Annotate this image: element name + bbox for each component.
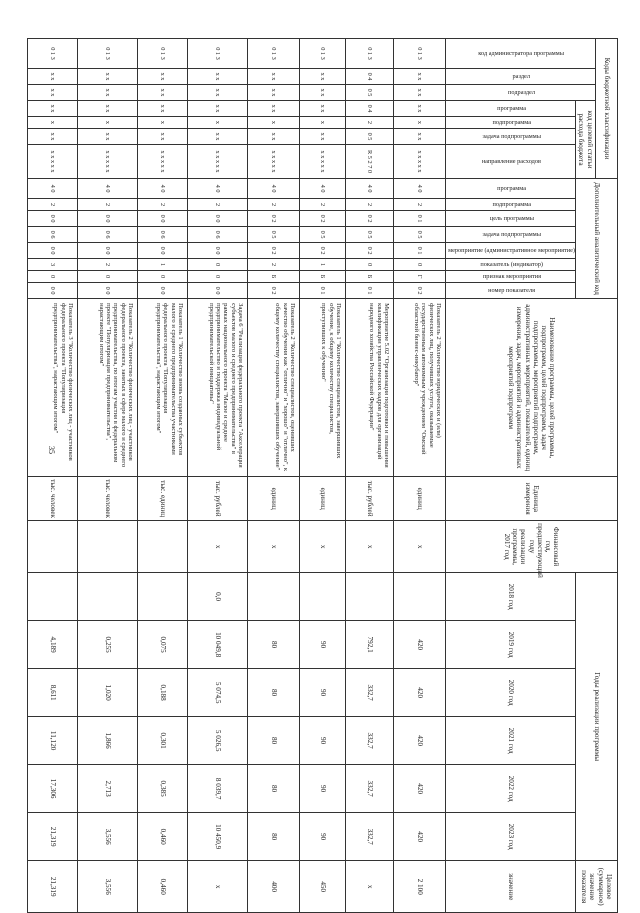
year-value-cell: 792,1 <box>346 621 394 669</box>
dak-code-cell: Б <box>300 271 346 283</box>
year-value-cell: 10 049,8 <box>188 621 248 669</box>
dak-code-cell: 0 0 <box>28 243 78 259</box>
unit-cell: тыс. единиц <box>138 477 188 521</box>
dak-code-cell: 2 <box>78 199 138 211</box>
kbk-code-cell: x x x x x <box>138 145 188 179</box>
dak-code-cell: 0 1 <box>394 211 446 227</box>
dak-code-cell: 2 <box>346 199 394 211</box>
year-value-cell: 90 <box>300 765 346 813</box>
dak-code-cell: 0 0 <box>188 211 248 227</box>
dak-code-cell: Г <box>394 271 446 283</box>
kbk-code-cell: 0 4 <box>346 101 394 117</box>
kbk-code-cell: x x <box>28 129 78 145</box>
years-header: Годы реализации программы <box>576 573 618 861</box>
dak-code-cell: 0 <box>394 259 446 271</box>
dak-code-cell: 0 5 <box>248 227 300 243</box>
year-value-cell: 332,7 <box>346 765 394 813</box>
dak-code-cell: 0 1 <box>346 283 394 299</box>
dak-code-cell: 0 2 <box>248 211 300 227</box>
kbk-code-cell: x x x x x <box>188 145 248 179</box>
table-row <box>28 39 78 913</box>
dak-col-header: показатель (индикатор) <box>446 259 576 271</box>
kbk-code-cell: x x <box>248 129 300 145</box>
year-value-cell: 0,255 <box>78 621 138 669</box>
dak-code-cell: Б <box>346 271 394 283</box>
kbk-col-header: подраздел <box>446 85 596 101</box>
fin-year-cell: x <box>346 521 394 573</box>
program-table <box>27 38 618 913</box>
dak-col-header: подпрограмма <box>446 199 576 211</box>
dak-code-cell: 0 6 <box>78 227 138 243</box>
year-header: 2019 год <box>446 621 576 669</box>
dak-code-cell: 2 <box>138 199 188 211</box>
kbk-code-cell: x x <box>394 101 446 117</box>
year-value-cell: 0,301 <box>138 717 188 765</box>
year-value-cell <box>346 573 394 621</box>
kbk-col-header: раздел <box>446 69 596 85</box>
year-value-cell <box>78 573 138 621</box>
kbk-code-cell: x x <box>138 85 188 101</box>
dak-code-cell: 4 0 <box>300 179 346 199</box>
dak-col-header: номер показателя <box>446 283 576 299</box>
unit-column-header: Единица измерения <box>446 477 618 521</box>
year-value-cell: 332,7 <box>346 813 394 861</box>
year-value-cell: 80 <box>248 621 300 669</box>
kbk-col-header: подпрограмма <box>446 117 576 129</box>
dak-code-cell: 0 <box>78 271 138 283</box>
row-name: Задача 6 "Реализация федерального проекта "Акселерация субъектов малого и среднего предпринимательства" в рамках национального проекта "Малое и среднее предпринимательство и поддержка индивидуальной предпринимательской инициативы" <box>188 299 248 477</box>
year-header: 2021 год <box>446 717 576 765</box>
unit-cell: тыс. рублей <box>346 477 394 521</box>
unit-cell: единиц <box>248 477 300 521</box>
dak-code-cell: 1 <box>138 259 188 271</box>
dak-col-header: цель программы <box>446 211 576 227</box>
row-name: Показатель 2 "Количество специалистов, оценивших качество обучения как "отлично" и "хорошо" и "отлично", к общему количеству специалистов, завершивших обучение" <box>248 299 300 477</box>
year-value-cell: 420 <box>394 621 446 669</box>
dak-code-cell: 0 0 <box>138 283 188 299</box>
kbk-code-cell: x x <box>188 85 248 101</box>
kbk-code-cell: x x <box>394 69 446 85</box>
dak-code-cell: 4 0 <box>78 179 138 199</box>
kbk-code-cell: 0 4 <box>346 69 394 85</box>
year-header: 2018 год <box>446 573 576 621</box>
kbk-code-cell: x x x x x <box>300 145 346 179</box>
year-value-cell: 1,020 <box>78 669 138 717</box>
dak-code-cell: 2 <box>248 259 300 271</box>
kbk-code-cell: x x <box>300 69 346 85</box>
table-row <box>248 39 300 913</box>
kbk-code-cell: x x <box>300 129 346 145</box>
year-value-cell: 90 <box>300 669 346 717</box>
kbk-code-cell: R 5 2 7 0 <box>346 145 394 179</box>
year-value-cell <box>138 573 188 621</box>
dak-code-cell: 0 5 <box>346 227 394 243</box>
kbk-code-cell: x x x x x <box>394 145 446 179</box>
year-value-cell: 17,306 <box>28 765 78 813</box>
total-value-cell: 450 <box>300 861 346 913</box>
kbk-col-header: код администратора программы <box>446 39 596 69</box>
year-header: 2022 год <box>446 765 576 813</box>
dak-code-cell: 2 <box>188 199 248 211</box>
kbk-code-cell: x x <box>248 69 300 85</box>
kbk-code-cell: 0 1 3 <box>188 39 248 69</box>
dak-code-cell: 0 2 <box>346 211 394 227</box>
dak-code-cell: 4 0 <box>394 179 446 199</box>
dak-code-cell: 4 0 <box>28 179 78 199</box>
kbk-code-cell: 0 1 3 <box>394 39 446 69</box>
dak-code-cell: 0 6 <box>28 227 78 243</box>
table-row <box>188 39 248 913</box>
kbk-code-cell: x <box>28 117 78 129</box>
year-value-cell: 90 <box>300 621 346 669</box>
dak-code-cell: 0 6 <box>188 227 248 243</box>
unit-cell: тыс. человек <box>28 477 78 521</box>
kbk-code-cell: x x <box>300 85 346 101</box>
year-header: 2020 год <box>446 669 576 717</box>
table-wrapper <box>48 38 618 906</box>
year-header: 2023 год <box>446 813 576 861</box>
year-value-cell: 3,556 <box>78 813 138 861</box>
year-value-cell: 332,7 <box>346 717 394 765</box>
kbk-code-cell: x x <box>394 85 446 101</box>
dak-code-cell: 0 2 <box>300 243 346 259</box>
year-value-cell: 420 <box>394 669 446 717</box>
dak-code-cell: 4 0 <box>346 179 394 199</box>
dak-code-cell: 0 1 <box>300 283 346 299</box>
year-value-cell: 1,866 <box>78 717 138 765</box>
dak-code-cell: 4 0 <box>248 179 300 199</box>
table-row <box>78 39 138 913</box>
kbk-code-cell: x x <box>248 101 300 117</box>
dak-code-cell: 0 0 <box>138 243 188 259</box>
kbk-code-cell: 0 1 3 <box>300 39 346 69</box>
dak-code-cell: 2 <box>28 199 78 211</box>
dak-col-header: задача подпрограммы <box>446 227 576 243</box>
year-value-cell: 420 <box>394 813 446 861</box>
fin-year-cell: x <box>300 521 346 573</box>
kbk-code-cell: x x <box>188 101 248 117</box>
year-value-cell: 90 <box>300 813 346 861</box>
kbk-code-cell: 0 1 3 <box>28 39 78 69</box>
dak-col-header: признак мероприятия <box>446 271 576 283</box>
year-value-cell: 0,460 <box>138 813 188 861</box>
kbk-code-cell: x x <box>138 69 188 85</box>
row-name: Показатель 3 "Количество физических лиц - участников федерального проекта "Популяризация предпринимательства", нарастающим итогом" <box>28 299 78 477</box>
kbk-code-cell: x x <box>78 129 138 145</box>
dak-code-cell: 0 2 <box>394 283 446 299</box>
kbk-code-cell: x x x x x <box>78 145 138 179</box>
kbk-code-cell: x <box>138 117 188 129</box>
fin-year-cell <box>78 521 138 573</box>
kbk-code-cell: 0 5 <box>346 85 394 101</box>
unit-cell: единиц <box>300 477 346 521</box>
table-row <box>346 39 394 913</box>
total-value-cell: x <box>346 861 394 913</box>
dak-col-header: мероприятие (административное мероприятие) <box>446 243 576 259</box>
year-value-cell <box>248 573 300 621</box>
dak-code-cell: 0 <box>346 259 394 271</box>
row-name: Показатель 1 "Количество вновь созданных субъектов малого и среднего предпринимательства участниками федерального проекта "Популяризация предпринимательства", нарастающим итогом" <box>138 299 188 477</box>
dak-code-cell: 2 <box>78 259 138 271</box>
kbk-code-cell: 0 1 3 <box>78 39 138 69</box>
dak-code-cell: 0 0 <box>28 211 78 227</box>
kbk-code-cell: x x <box>78 69 138 85</box>
year-value-cell: 11,120 <box>28 717 78 765</box>
total-value-cell: 21,319 <box>28 861 78 913</box>
dak-code-cell: 0 0 <box>138 211 188 227</box>
dak-code-cell: 0 0 <box>78 211 138 227</box>
fin-year-cell: x <box>394 521 446 573</box>
fin-year-cell: x <box>188 521 248 573</box>
fin-year-cell <box>28 521 78 573</box>
kbk-code-cell: x x <box>78 85 138 101</box>
dak-code-cell: 3 <box>28 259 78 271</box>
kbk-code-cell: x x <box>188 69 248 85</box>
fin-year-cell: x <box>248 521 300 573</box>
dak-header: Дополнительный аналитический код <box>576 179 618 299</box>
kbk-code-cell: x <box>78 117 138 129</box>
year-value-cell: 0,188 <box>138 669 188 717</box>
year-value-cell: 0,0 <box>188 573 248 621</box>
kbk-col-header: программа <box>446 101 576 117</box>
year-value-cell: 80 <box>248 765 300 813</box>
year-value-cell: 0,385 <box>138 765 188 813</box>
dak-code-cell: 1 <box>300 259 346 271</box>
year-value-cell: 80 <box>248 813 300 861</box>
fin-year-cell <box>138 521 188 573</box>
dak-code-cell: 0 2 <box>346 243 394 259</box>
year-value-cell: 80 <box>248 669 300 717</box>
kbk-code-cell: 2 <box>346 117 394 129</box>
dak-code-cell: Б <box>248 271 300 283</box>
kbk-code-cell: 0 1 3 <box>138 39 188 69</box>
unit-cell: единиц <box>394 477 446 521</box>
dak-code-cell: 0 <box>188 259 248 271</box>
kbk-code-cell: x <box>394 117 446 129</box>
dak-code-cell: 0 <box>188 271 248 283</box>
year-value-cell <box>300 573 346 621</box>
kbk-code-cell: x x <box>300 101 346 117</box>
year-value-cell: 420 <box>394 765 446 813</box>
kbk-code-cell: 0 1 3 <box>248 39 300 69</box>
fin-year-column-header: Финансовый год, предшествующий году реализации программы, 2017 год <box>446 521 618 573</box>
dak-code-cell: 2 <box>248 199 300 211</box>
dak-code-cell: 0 1 <box>394 243 446 259</box>
kbk-code-cell: x x x x x <box>248 145 300 179</box>
kbk-code-cell: x x <box>28 69 78 85</box>
dak-code-cell: 0 6 <box>138 227 188 243</box>
dak-code-cell: 0 2 <box>248 243 300 259</box>
dak-code-cell: 0 0 <box>78 243 138 259</box>
dak-code-cell: 0 <box>138 271 188 283</box>
table-row <box>394 39 446 913</box>
dak-code-cell: 0 0 <box>188 243 248 259</box>
kbk-code-cell: x <box>188 117 248 129</box>
row-name: Показатель 2 "Количество физических лиц - участников федерального проекта, занятых в сфере малого и среднего предпринимательства, по итогам участия в федеральном проекте "Популяризация предпринимательства", нарастающим итогом" <box>78 299 138 477</box>
dak-code-cell: 0 2 <box>300 211 346 227</box>
kbk-code-cell: x x <box>138 129 188 145</box>
dak-code-cell: 4 0 <box>138 179 188 199</box>
total-value-header: значение <box>446 861 576 913</box>
row-name: Мероприятие 5.02 "Организация подготовки и повышения квалификации управленческих кадров для организаций народного хозяйства Российской Федерации" <box>346 299 394 477</box>
kbk-code-cell: 0 1 3 <box>346 39 394 69</box>
kbk-code-cell: x x <box>394 129 446 145</box>
kbk-col-header: направление расходов <box>446 145 576 179</box>
year-value-cell: 8 039,7 <box>188 765 248 813</box>
kbk-code-cell: x x <box>188 129 248 145</box>
kbk-code-cell: x x <box>28 101 78 117</box>
name-column-header: Наименование программы, целей программы, подпрограмм, целей подпрограмм, задач подпрограммы, мероприятий подпрограмм, административных мероприятий, показателей, единиц измерения, задач, мероприятий и административных мероприятий подпрограмм <box>446 299 618 477</box>
dak-code-cell: 0 5 <box>394 227 446 243</box>
year-value-cell <box>394 573 446 621</box>
year-value-cell: 21,319 <box>28 813 78 861</box>
year-value-cell: 420 <box>394 717 446 765</box>
year-value-cell: 90 <box>300 717 346 765</box>
rotated-page <box>48 38 618 906</box>
year-value-cell: 0,075 <box>138 621 188 669</box>
table-row <box>300 39 346 913</box>
page-number: 35 <box>47 446 56 454</box>
kbk-header: Коды бюджетной классификации <box>596 39 618 179</box>
total-value-cell: 400 <box>248 861 300 913</box>
total-value-cell: 3,556 <box>78 861 138 913</box>
year-value-cell: 4,189 <box>28 621 78 669</box>
dak-code-cell: 0 0 <box>28 283 78 299</box>
dak-code-cell: 0 0 <box>78 283 138 299</box>
total-value-cell: 2 100 <box>394 861 446 913</box>
year-value-cell: 332,7 <box>346 669 394 717</box>
kbk-code-cell: x x <box>138 101 188 117</box>
year-value-cell: 2,713 <box>78 765 138 813</box>
kbk-code-cell: x <box>300 117 346 129</box>
kbk-code-cell: 0 5 <box>346 129 394 145</box>
total-value-cell: x <box>188 861 248 913</box>
unit-cell: тыс. рублей <box>188 477 248 521</box>
kbk-code-cell: x x <box>78 101 138 117</box>
year-value-cell: 5 026,5 <box>188 717 248 765</box>
dak-col-header: программа <box>446 179 576 199</box>
dak-code-cell: 2 <box>394 199 446 211</box>
dak-code-cell: 0 2 <box>248 283 300 299</box>
kbk-code-cell: x <box>248 117 300 129</box>
total-value-cell: 0,460 <box>138 861 188 913</box>
kbk-code-cell: x x <box>248 85 300 101</box>
year-value-cell: 10 450,9 <box>188 813 248 861</box>
year-value-cell: 5 074,5 <box>188 669 248 717</box>
table-body <box>28 39 446 913</box>
kbk-sub-header: код целевой статьи расхода бюджета <box>576 101 596 179</box>
kbk-col-header: задача подпрограммы <box>446 129 576 145</box>
dak-code-cell: 0 5 <box>300 227 346 243</box>
dak-code-cell: 0 0 <box>188 283 248 299</box>
dak-code-cell: 4 0 <box>188 179 248 199</box>
kbk-code-cell: x x <box>28 85 78 101</box>
row-name: Показатель 1 "Количество специалистов, завершивших обучение, к общему количеству специалистов, приступивших к обучению" <box>300 299 346 477</box>
table-row <box>138 39 188 913</box>
kbk-code-cell: x x x x x <box>28 145 78 179</box>
year-value-cell: 8,611 <box>28 669 78 717</box>
year-value-cell <box>28 573 78 621</box>
dak-code-cell: 0 <box>28 271 78 283</box>
row-name: Показатель 2 "Количество юридических и (или) физических лиц, получивших услуги, оказываемые государственным автономным учреждением "Омский областной бизнес-инкубатор" <box>394 299 446 477</box>
unit-cell: тыс. человек <box>78 477 138 521</box>
year-value-cell: 80 <box>248 717 300 765</box>
dak-code-cell: 2 <box>300 199 346 211</box>
total-header: Целевое (суммарное) значение показателя <box>576 861 618 913</box>
